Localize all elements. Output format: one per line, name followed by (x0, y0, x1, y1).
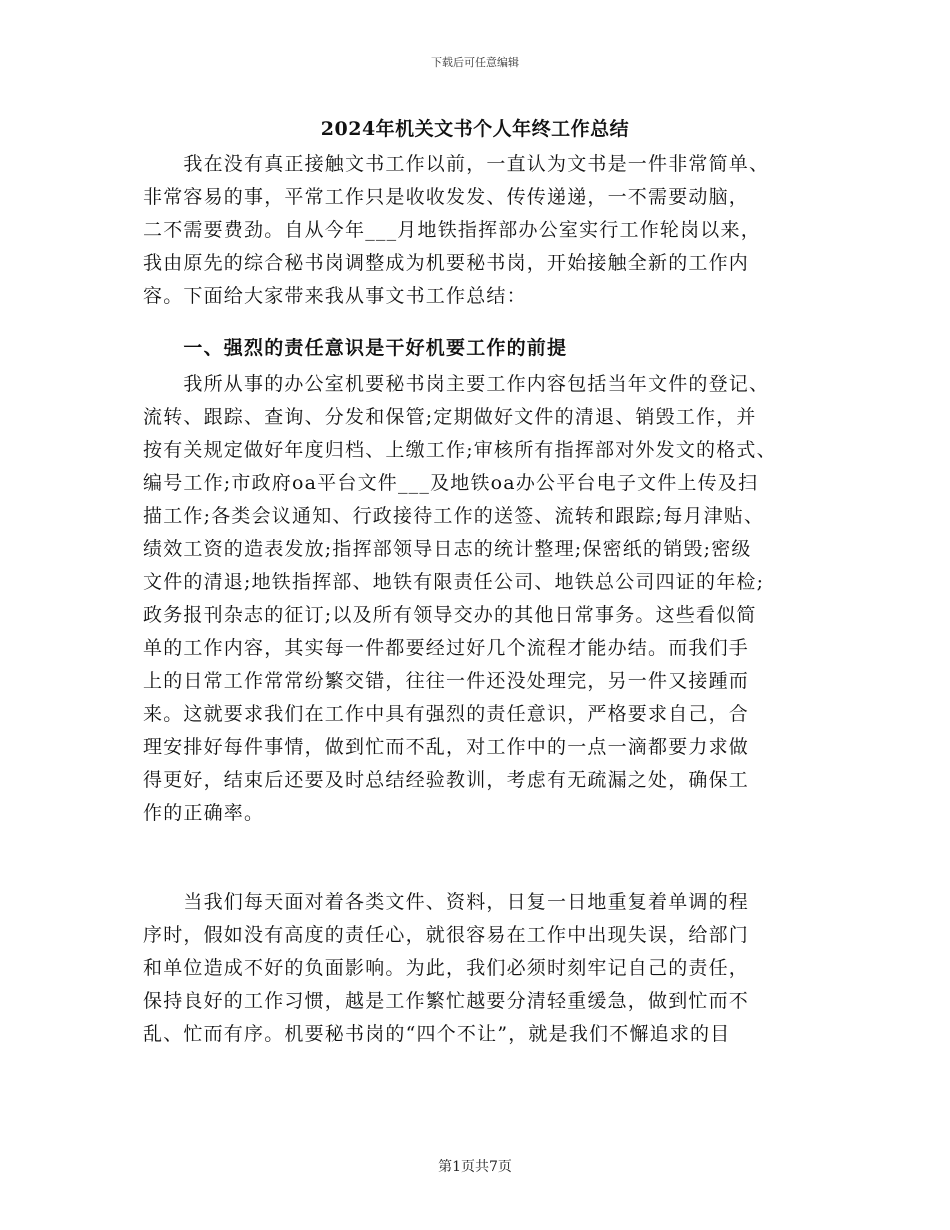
page-footer: 第1页共7页 (438, 1159, 512, 1175)
text-line: 保持良好的工作习惯，越是工作繁忙越要分清轻重缓急，做到忙而不 (143, 990, 750, 1012)
text-line: 我由原先的综合秘书岗调整成为机要秘书岗，开始接触全新的工作内 (143, 252, 750, 274)
text-line: 单的工作内容，其实每一件都要经过好几个流程才能办结。而我们手 (143, 637, 750, 659)
text-line: 和单位造成不好的负面影响。为此，我们必须时刻牢记自己的责任， (143, 957, 750, 979)
text-line: 编号工作;市政府oa平台文件___及地铁oa办公平台电子文件上传及扫 (143, 472, 759, 494)
paragraph-responsibility (143, 886, 823, 1051)
text-line: 非常容易的事，平常工作只是收收发发、传传递递，一不需要动脑， (143, 186, 750, 208)
text-line: 作的正确率。 (143, 802, 265, 824)
text-line: 按有关规定做好年度归档、上缴工作;审核所有指挥部对外发文的格式、 (143, 439, 777, 461)
text-line: 容。下面给大家带来我从事文书工作总结： (143, 285, 527, 307)
text-line: 描工作;各类会议通知、行政接待工作的送签、流转和跟踪;每月津贴、 (143, 505, 765, 527)
text-line: 理安排好每件事情，做到忙而不乱，对工作中的一点一滴都要力求做 (143, 736, 750, 758)
text-line: 上的日常工作常常纷繁交错，往往一件还没处理完，另一件又接踵而 (143, 670, 750, 692)
text-line: 得更好，结束后还要及时总结经验教训，考虑有无疏漏之处，确保工 (143, 769, 750, 791)
document-title: 2024年机关文书个人年终工作总结 (320, 118, 630, 140)
text-line: 我所从事的办公室机要秘书岗主要工作内容包括当年文件的登记、 (143, 373, 770, 395)
text-line: 我在没有真正接触文书工作以前，一直认为文书是一件非常简单、 (143, 153, 770, 175)
section-heading (143, 332, 823, 365)
text-line: 来。这就要求我们在工作中具有强烈的责任意识，严格要求自己，合 (143, 703, 750, 725)
text-line: 序时，假如没有高度的责任心，就很容易在工作中出现失误，给部门 (143, 924, 750, 946)
paragraph-intro (143, 148, 823, 313)
page-header: 下载后可任意编辑 (431, 56, 519, 69)
text-line: 二不需要费劲。自从今年___月地铁指挥部办公室实行工作轮岗以来， (143, 219, 761, 241)
text-line: 当我们每天面对着各类文件、资料，日复一日地重复着单调的程 (143, 891, 750, 913)
text-line: 流转、跟踪、查询、分发和保管;定期做好文件的清退、销毁工作，并 (143, 406, 757, 428)
text-line: 政务报刊杂志的征订;以及所有领导交办的其他日常事务。这些看似简 (143, 604, 757, 626)
text-line: 乱、忙而有序。机要秘书岗的“四个不让”，就是我们不懈追求的目 (143, 1023, 731, 1045)
paragraph-duties (143, 368, 823, 830)
section-heading-text: 一、强烈的责任意识是干好机要工作的前提 (143, 337, 568, 359)
text-line: 绩效工资的造表发放;指挥部领导日志的统计整理;保密纸的销毁;密级 (143, 538, 752, 560)
text-line: 文件的清退;地铁指挥部、地铁有限责任公司、地铁总公司四证的年检; (143, 571, 765, 593)
